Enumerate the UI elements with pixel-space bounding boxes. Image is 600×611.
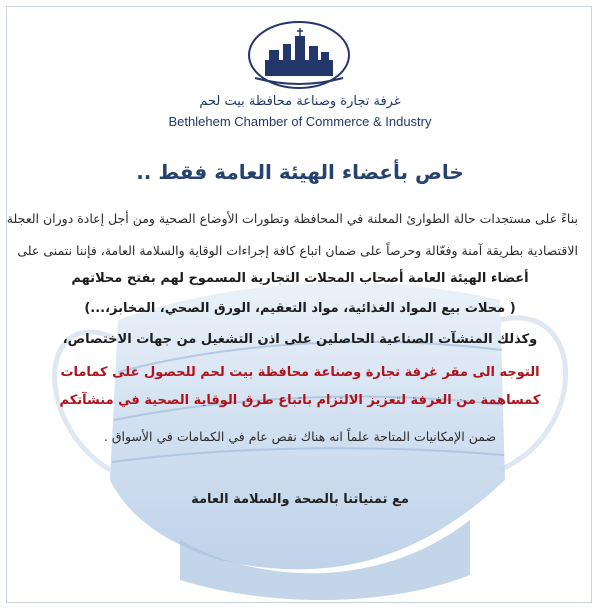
red-line-request: التوجه الى مقر غرفة تجارة وصناعة محافظة بيت لحم للحصول على كمامات <box>60 365 540 380</box>
paragraph-line-2: الاقتصادية بطريقة آمنة وفعّالة وحرصاً على ضمان اتباع كافة إجراءات الوقاية والسلامة العامة، فإننا نتمنى على <box>17 243 578 258</box>
document-title: خاص بأعضاء الهيئة العامة فقط .. <box>136 160 464 184</box>
bold-line-members: أعضاء الهيئة العامة أصحاب المحلات التجارية المسموح لهم بفتح محلاتهم <box>71 271 529 286</box>
closing-wishes: مع تمنياتنا بالصحة والسلامة العامة <box>191 492 409 507</box>
bethlehem-chamber-logo <box>247 20 351 90</box>
bold-line-industrial: وكذلك المنشآت الصناعية الحاصلين على اذن التشغيل من جهات الاختصاص، <box>62 332 538 347</box>
organization-name-english: Bethlehem Chamber of Commerce & Industry <box>168 114 432 129</box>
bold-line-shop-types: ( محلات بيع المواد الغذائية، مواد التعقيم، الورق الصحي، المخابز،...) <box>84 301 516 316</box>
note-line-shortage: ضمن الإمكانيات المتاحة علماً انه هناك نقص عام في الكمامات في الأسواق . <box>103 429 497 444</box>
red-line-contribution: كمساهمة من الغرفة لتعزيز الالتزام باتباع طرق الوقاية الصحية في منشآتكم <box>59 393 541 408</box>
organization-name-arabic: غرفة تجارة وصناعة محافظة بيت لحم <box>199 94 401 109</box>
paragraph-line-1: بناءً على مستجدات حالة الطوارئ المعلنة في المحافظة وتطورات الأوضاع الصحية ومن أجل إعادة دوران العجلة <box>6 211 578 226</box>
